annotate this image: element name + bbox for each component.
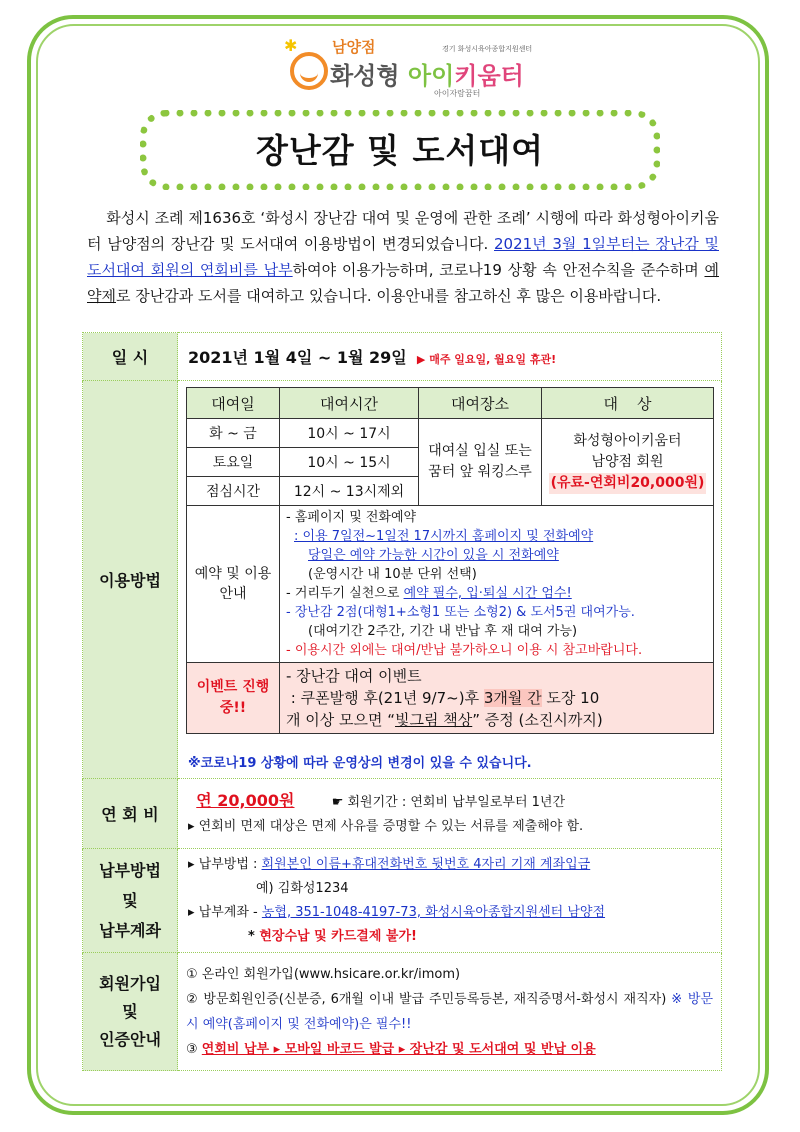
payment-warning: 현장수납 및 카드결제 불가!: [259, 928, 417, 944]
fee-exempt: ▸ 연회비 면제 대상은 면제 사유를 증명할 수 있는 서류를 제출해야 함.: [188, 818, 584, 834]
header-time: 대여시간: [280, 388, 419, 419]
usage-label: 이용방법: [83, 381, 178, 779]
page-title: 장난감 및 도서대여: [255, 131, 544, 170]
day-cell: 점심시간: [187, 477, 280, 506]
join-step-1: ① 온라인 회원가입(www.hsicare.or.kr/imom): [186, 966, 461, 982]
event-info: - 장난감 대여 이벤트 : 쿠폰발행 후(21년 9/7~)후 3개월 간 도장 10 개 이상 모으면 “빛그림 책상” 증정 (소진시까지): [280, 663, 714, 734]
date-row: [83, 333, 722, 381]
join-label: 회원가입 및 인증안내: [83, 953, 178, 1071]
target-cell: 화성형아이키움터 남양점 회원 (유료-연회비20,000원): [542, 419, 714, 506]
date-label: 일 시: [83, 333, 178, 381]
payment-account: 농협, 351-1048-4197-73, 화성시육아종합지원센터 남양점: [261, 904, 606, 920]
header-target: 대 상: [542, 388, 714, 419]
place-cell: 대여실 입실 또는 꿈터 앞 워킹스루: [419, 419, 542, 506]
time-cell: 10시 ~ 15시: [280, 448, 419, 477]
logo-branch: 남양점: [332, 38, 376, 56]
intro-paragraph: 화성시 조례 제1636호 ‘화성시 장난감 대여 및 운영에 관한 조례’ 시행에 따라 화성형아이키움터 남양점의 장난감 및 도서대여 이용방법이 변경되었습니다. 2021년 3월 1일부터는 장난감 및 도서대여 회원의 연회비를 납부하여야 이용가능하며, 코로나19 상황 속 안전수칙을 준수하며 예약제로 장난감과 도서를 대여하고 있습니다. 이용안내를 참고하신 후 많은 이용바랍니다.: [87, 209, 719, 305]
usage-row: [83, 381, 722, 779]
event-label: 이벤트 진행 중!!: [187, 663, 280, 734]
time-cell: 12시 ~ 13시제외: [280, 477, 419, 506]
payment-row: 납부방법 및 납부계좌 ▸ 납부방법 : 회원본인 이름+휴대전화번호 뒷번호 4자리 기재 계좌입금 예) 김화성1234 ▸ 납부계좌 - 농협, 351-1048-4197-73, 화성시육아종합지원센터 남양점 * 현장수납 및 카드결제 불가!: [83, 849, 722, 953]
logo-name: 화성형 아이키움터: [330, 62, 524, 90]
star-icon: ✱: [284, 36, 298, 55]
join-row: [83, 953, 722, 1071]
date-value: 2021년 1월 4일 ~ 1월 29일: [188, 348, 407, 367]
header-place: 대여장소: [419, 388, 542, 419]
fee-label: 연 회 비: [83, 779, 178, 849]
payment-example: 예) 김화성1234: [256, 880, 349, 896]
header-day: 대여일: [187, 388, 280, 419]
info-table: [82, 332, 722, 1071]
closed-note: ▶ 매주 일요일, 월요일 휴관!: [416, 353, 557, 366]
join-step-3: ③ 연회비 납부 ▸ 모바일 바코드 발급 ▸ 장난감 및 도서대여 및 반납 이용: [186, 1041, 596, 1057]
join-step-2: ② 방문회원인증(신분증, 6개월 이내 발급 주민등록등본, 재직증명서-화성시 재직자) ※ 방문 시 예약(홈페이지 및 전화예약)은 필수!!: [186, 991, 713, 1032]
payment-method: 회원본인 이름+휴대전화번호 뒷번호 4자리 기재 계좌입금: [261, 856, 591, 872]
center-logo: [284, 38, 544, 108]
day-cell: 토요일: [187, 448, 280, 477]
fee-period: ☛ 회원기간 : 연회비 납부일로부터 1년간: [331, 794, 566, 810]
title-box: [140, 110, 660, 190]
payment-label: 납부방법 및 납부계좌: [83, 849, 178, 953]
logo-org: 경기 화성시육아종합지원센터: [442, 45, 533, 53]
day-cell: 화 ~ 금: [187, 419, 280, 448]
reserve-info: - 홈페이지 및 전화예약 : 이용 7일전~1일전 17시까지 홈페이지 및 전화예약 당일은 예약 가능한 시간이 있을 시 전화예약 (운영시간 내 10분 단위 선택) - 거리두기 실천으로 예약 필수, 입·퇴실 시간 엄수! - 장난감 2점(대형1+소형1 또는 소형2) & 도서5권 대여가능. (대여기간 2주간, 기간 내 반납 후 재 대여 가능) - 이용시간 외에는 대여/반납 불가하오니 이용 시 참고바랍니다.: [280, 506, 714, 663]
schedule-table: [186, 387, 714, 734]
time-cell: 10시 ~ 17시: [280, 419, 419, 448]
smile-face-icon: [290, 52, 328, 90]
covid-note: ※코로나19 상황에 따라 운영상의 변경이 있을 수 있습니다.: [188, 756, 532, 771]
fee-amount: 연 20,000원: [196, 790, 295, 810]
logo-sub: 아이자람꿈터: [434, 89, 481, 98]
reserve-label: 예약 및 이용 안내: [187, 506, 280, 663]
fee-row: [83, 779, 722, 849]
